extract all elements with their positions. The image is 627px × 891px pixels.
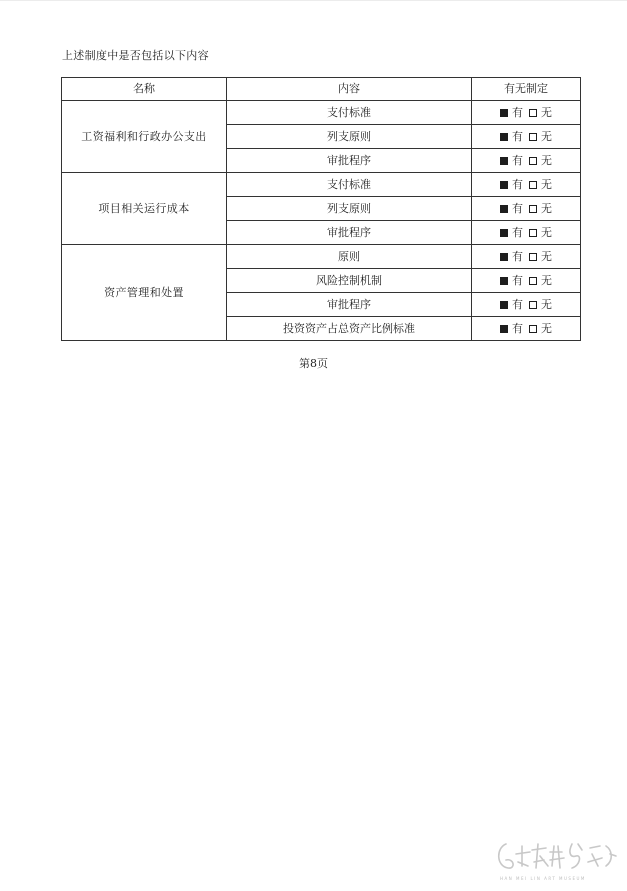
status-checkbox-group [500, 101, 552, 124]
policy-content-table [61, 77, 581, 341]
checked-box-icon [500, 181, 508, 189]
option-yes-label: 有 [512, 322, 523, 335]
checked-box-icon [500, 301, 508, 309]
checked-box-icon [500, 133, 508, 141]
status-cell [472, 149, 581, 173]
option-yes-label: 有 [512, 274, 523, 287]
watermark-text: HAN MEI LIN ART MUSEUM [500, 876, 586, 881]
option-yes-label: 有 [512, 106, 523, 119]
option-yes-label: 有 [512, 130, 523, 143]
unchecked-box-icon [529, 325, 537, 333]
unchecked-box-icon [529, 229, 537, 237]
option-no-label: 无 [541, 274, 552, 287]
unchecked-box-icon [529, 253, 537, 261]
table-row [62, 245, 581, 269]
category-cell: 工资福利和行政办公支出 [62, 101, 227, 173]
unchecked-box-icon [529, 109, 537, 117]
status-checkbox-group [500, 245, 552, 268]
content-cell: 投资资产占总资产比例标准 [227, 317, 472, 341]
option-no-label: 无 [541, 322, 552, 335]
content-cell: 原则 [227, 245, 472, 269]
content-cell: 审批程序 [227, 149, 472, 173]
unchecked-box-icon [529, 133, 537, 141]
content-cell: 支付标准 [227, 101, 472, 125]
option-no-label: 无 [541, 202, 552, 215]
status-cell [472, 245, 581, 269]
status-cell [472, 293, 581, 317]
status-checkbox-group [500, 197, 552, 220]
status-cell [472, 221, 581, 245]
status-checkbox-group [500, 293, 552, 316]
status-checkbox-group [500, 149, 552, 172]
table-row [62, 101, 581, 125]
option-yes-label: 有 [512, 178, 523, 191]
page-number: 第8页 [299, 357, 328, 370]
option-yes-label: 有 [512, 226, 523, 239]
checked-box-icon [500, 325, 508, 333]
status-checkbox-group [500, 317, 552, 340]
checked-box-icon [500, 277, 508, 285]
option-no-label: 无 [541, 226, 552, 239]
option-no-label: 无 [541, 178, 552, 191]
content-cell: 审批程序 [227, 293, 472, 317]
checked-box-icon [500, 157, 508, 165]
option-no-label: 无 [541, 106, 552, 119]
option-no-label: 无 [541, 154, 552, 167]
status-cell [472, 125, 581, 149]
table-row [62, 173, 581, 197]
header-name: 名称 [62, 78, 227, 101]
content-cell: 审批程序 [227, 221, 472, 245]
unchecked-box-icon [529, 277, 537, 285]
museum-watermark-logo [492, 836, 620, 884]
checked-box-icon [500, 253, 508, 261]
status-cell [472, 101, 581, 125]
status-cell [472, 269, 581, 293]
content-cell: 支付标准 [227, 173, 472, 197]
option-yes-label: 有 [512, 202, 523, 215]
intro-text: 上述制度中是否包括以下内容 [62, 49, 209, 62]
unchecked-box-icon [529, 181, 537, 189]
status-checkbox-group [500, 125, 552, 148]
unchecked-box-icon [529, 157, 537, 165]
content-cell: 列支原则 [227, 125, 472, 149]
status-cell [472, 317, 581, 341]
content-cell: 列支原则 [227, 197, 472, 221]
option-yes-label: 有 [512, 250, 523, 263]
option-yes-label: 有 [512, 154, 523, 167]
checked-box-icon [500, 205, 508, 213]
header-status: 有无制定 [472, 78, 581, 101]
header-content: 内容 [227, 78, 472, 101]
unchecked-box-icon [529, 205, 537, 213]
category-cell: 资产管理和处置 [62, 245, 227, 341]
checked-box-icon [500, 229, 508, 237]
watermark-calligraphy-icon [492, 836, 620, 876]
status-cell [472, 173, 581, 197]
option-no-label: 无 [541, 250, 552, 263]
category-cell: 项目相关运行成本 [62, 173, 227, 245]
status-checkbox-group [500, 221, 552, 244]
option-yes-label: 有 [512, 298, 523, 311]
unchecked-box-icon [529, 301, 537, 309]
status-checkbox-group [500, 173, 552, 196]
table-header-row [62, 78, 581, 101]
option-no-label: 无 [541, 298, 552, 311]
option-no-label: 无 [541, 130, 552, 143]
checked-box-icon [500, 109, 508, 117]
content-cell: 风险控制机制 [227, 269, 472, 293]
status-cell [472, 197, 581, 221]
status-checkbox-group [500, 269, 552, 292]
